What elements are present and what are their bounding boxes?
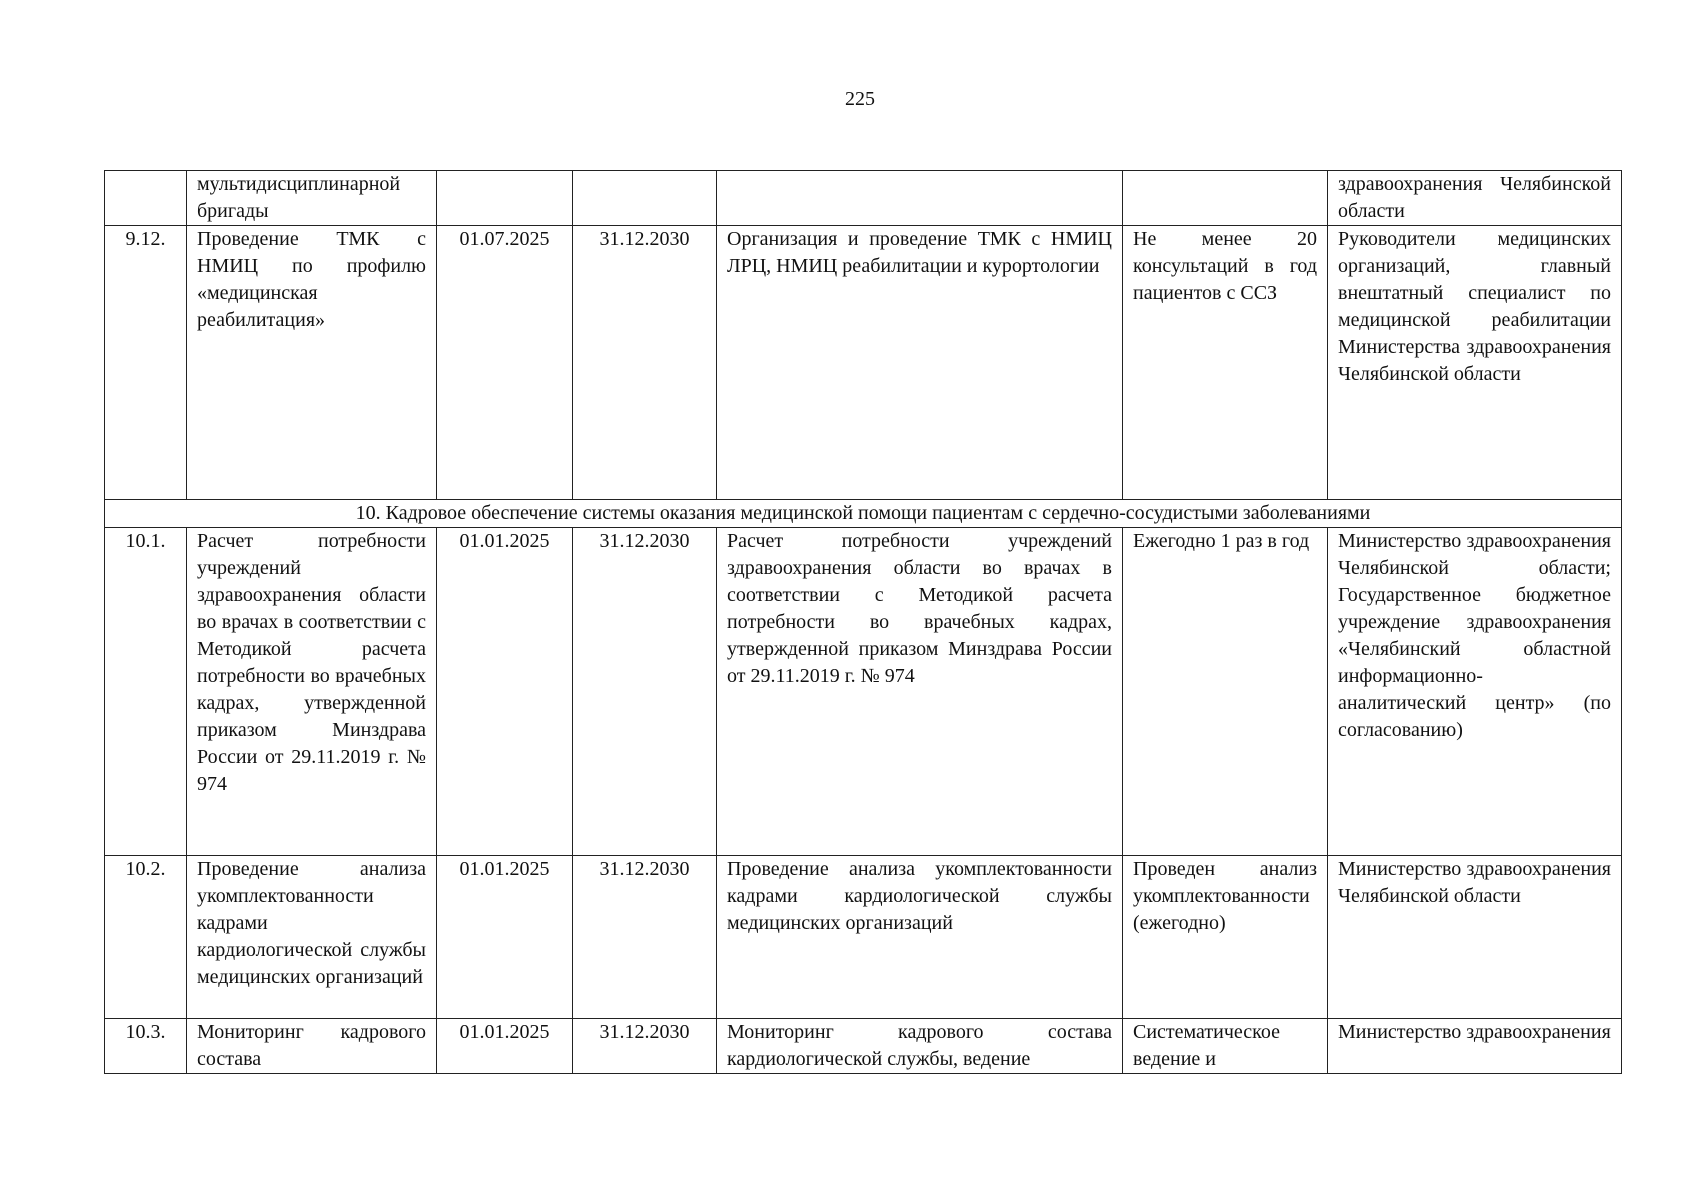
table-row-continuation	[105, 171, 1622, 226]
cell-result: Проведен анализ укомплектованности (ежегодно)	[1123, 856, 1328, 1019]
table-row-10-1	[105, 528, 1622, 856]
cell-result	[1123, 171, 1328, 226]
cell-start	[437, 171, 573, 226]
cell-start: 01.07.2025	[437, 226, 573, 500]
cell-num: 10.3.	[105, 1019, 187, 1074]
activities-table	[104, 170, 1622, 1074]
cell-task: Проведение ТМК с НМИЦ по профилю «медицинская реабилитация»	[187, 226, 437, 500]
cell-description: Организация и проведение ТМК с НМИЦ ЛРЦ, НМИЦ реабилитации и курортологии	[717, 226, 1123, 500]
cell-start: 01.01.2025	[437, 528, 573, 856]
task-text: мультидисциплинарной бригады	[197, 173, 401, 222]
section-row-10	[105, 500, 1622, 528]
cell-responsible	[1328, 171, 1622, 226]
cell-task: Мониторинг кадрового состава	[187, 1019, 437, 1074]
cell-responsible: Руководители медицинских организаций, главный внештатный специалист по медицинской реабилитации Министерства здравоохранения Челябинской области	[1328, 226, 1622, 500]
cell-end: 31.12.2030	[573, 1019, 717, 1074]
cell-num	[105, 171, 187, 226]
cell-end: 31.12.2030	[573, 528, 717, 856]
cell-responsible: Министерство здравоохранения Челябинской области; Государственное бюджетное учреждение здравоохранения «Челябинский областной информационно-аналитический центр» (по согласованию)	[1328, 528, 1622, 856]
cell-responsible: Министерство здравоохранения	[1328, 1019, 1622, 1074]
table-row-10-3	[105, 1019, 1622, 1074]
cell-end: 31.12.2030	[573, 226, 717, 500]
cell-responsible: Министерство здравоохранения Челябинской области	[1328, 856, 1622, 1019]
cell-result: Ежегодно 1 раз в год	[1123, 528, 1328, 856]
cell-description	[717, 171, 1123, 226]
cell-start: 01.01.2025	[437, 1019, 573, 1074]
cell-task: Расчет потребности учреждений здравоохранения области во врачах в соответствии с Методикой расчета потребности во врачебных кадрах, утвержденной приказом Минздрава России от 29.11.2019 г. № 974	[187, 528, 437, 856]
cell-num: 10.1.	[105, 528, 187, 856]
page-number: 225	[845, 88, 875, 110]
cell-description: Мониторинг кадрового состава кардиологической службы, ведение	[717, 1019, 1123, 1074]
cell-end: 31.12.2030	[573, 856, 717, 1019]
cell-num: 10.2.	[105, 856, 187, 1019]
cell-description: Проведение анализа укомплектованности кадрами кардиологической службы медицинских организаций	[717, 856, 1123, 1019]
responsible-text: здравоохранения Челябинской области	[1338, 173, 1611, 222]
cell-result: Систематическое ведение и	[1123, 1019, 1328, 1074]
cell-result: Не менее 20 консультаций в год пациентов с ССЗ	[1123, 226, 1328, 500]
table-row-9-12	[105, 226, 1622, 500]
cell-end	[573, 171, 717, 226]
cell-num: 9.12.	[105, 226, 187, 500]
cell-task	[187, 171, 437, 226]
cell-description: Расчет потребности учреждений здравоохранения области во врачах в соответствии с Методикой расчета потребности во врачебных кадрах, утвержденной приказом Минздрава России от 29.11.2019 г. № 974	[717, 528, 1123, 856]
cell-task: Проведение анализа укомплектованности кадрами кардиологической службы медицинских организаций	[187, 856, 437, 1019]
cell-start: 01.01.2025	[437, 856, 573, 1019]
table-row-10-2	[105, 856, 1622, 1019]
section-title: 10. Кадровое обеспечение системы оказания медицинской помощи пациентам с сердечно-сосудистыми заболеваниями	[105, 500, 1622, 528]
